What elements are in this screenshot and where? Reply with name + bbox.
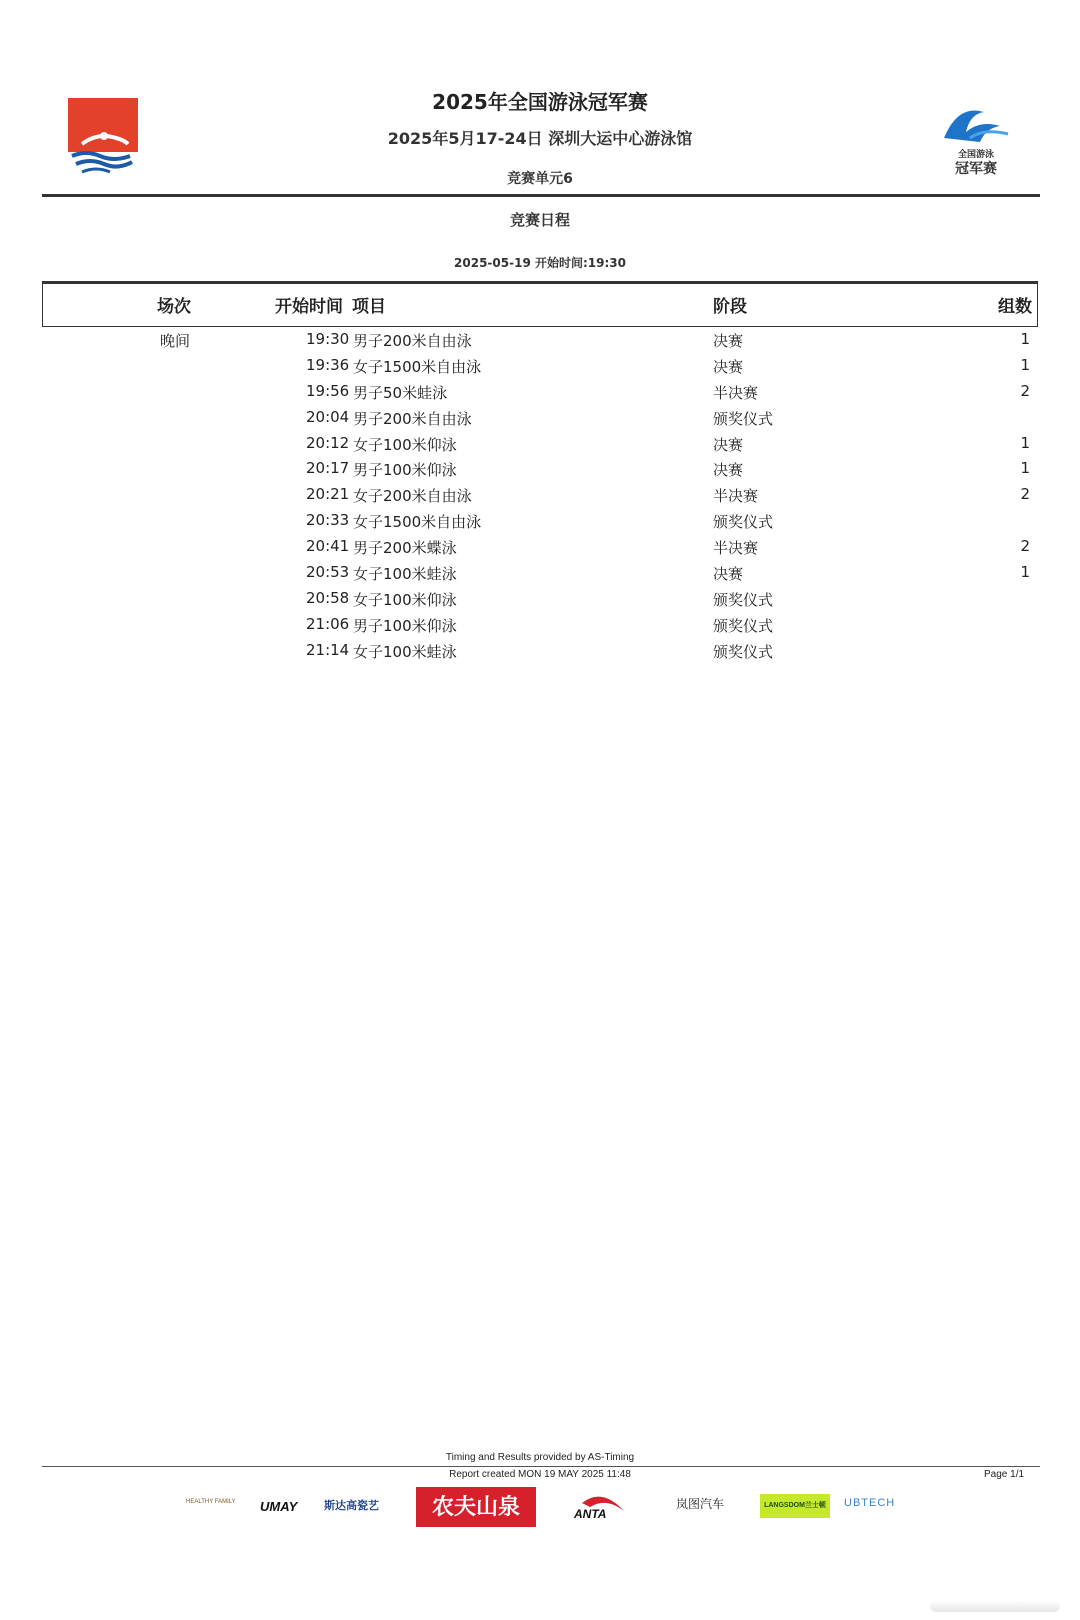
row-phase: 颁奖仪式 <box>713 590 774 609</box>
row-phase: 决赛 <box>713 332 744 350</box>
table-row <box>0 432 1080 458</box>
row-heats: 1 <box>1020 433 1030 452</box>
sponsor-umay-logo: UMAY <box>260 1499 298 1514</box>
document-title: 2025年全国游泳冠军赛 <box>432 90 648 114</box>
row-heats: 2 <box>1020 485 1030 504</box>
row-phase: 半决赛 <box>713 539 759 558</box>
table-row <box>0 587 1080 613</box>
document-subtitle: 2025年5月17-24日 深圳大运中心游泳馆 <box>387 129 693 148</box>
page-edge-shadow <box>930 1600 1060 1612</box>
row-phase: 颁奖仪式 <box>713 616 774 635</box>
row-time: 19:36 <box>306 355 350 374</box>
row-time: 20:33 <box>306 511 350 530</box>
row-time: 20:21 <box>306 485 350 504</box>
row-heats: 1 <box>1020 355 1030 374</box>
championship-logo-text-2: 冠军赛 <box>955 161 997 177</box>
row-event: 男子200米自由泳 <box>353 409 472 428</box>
table-row <box>0 639 1080 665</box>
column-header-session: 场次 <box>157 297 191 317</box>
sponsor-ubtech-logo: UBTECH <box>844 1497 896 1509</box>
row-time: 20:17 <box>306 459 350 478</box>
row-time: 20:41 <box>306 537 350 556</box>
row-time: 20:12 <box>306 433 350 452</box>
row-phase: 颁奖仪式 <box>713 642 774 661</box>
timing-credit: Timing and Results provided by AS-Timing <box>445 1452 635 1463</box>
row-phase: 颁奖仪式 <box>713 513 774 532</box>
row-heats: 1 <box>1020 459 1030 478</box>
row-phase: 决赛 <box>713 461 744 480</box>
row-event: 女子100米蛙泳 <box>353 642 457 661</box>
page-number: Page 1/1 <box>984 1469 1025 1480</box>
table-row <box>0 561 1080 587</box>
row-time: 21:06 <box>306 614 350 633</box>
table-header-box <box>42 281 1038 327</box>
sponsor-nongfu-spring-logo: 农夫山泉 <box>416 1487 536 1527</box>
header-divider <box>42 194 1040 197</box>
footer-divider <box>42 1466 1040 1467</box>
sponsor-strip <box>0 1487 1080 1527</box>
row-phase: 颁奖仪式 <box>713 409 774 428</box>
schedule-title: 竞赛日程 <box>509 211 570 229</box>
column-header-heats: 组数 <box>998 297 1032 317</box>
table-row <box>0 509 1080 535</box>
row-time: 19:30 <box>306 330 350 348</box>
row-phase: 决赛 <box>713 357 744 376</box>
row-event: 男子200米蝶泳 <box>353 539 457 558</box>
row-time: 20:58 <box>306 588 350 607</box>
session-label: 晚间 <box>160 332 191 350</box>
row-heats: 2 <box>1020 381 1030 400</box>
row-event: 男子200米自由泳 <box>353 332 472 350</box>
row-time: 21:14 <box>306 640 350 659</box>
row-heats: 1 <box>1020 563 1030 582</box>
row-event: 女子200米自由泳 <box>353 487 472 506</box>
row-event: 男子100米仰泳 <box>353 616 457 635</box>
sponsor-langsdom-logo: LANGSDOM兰士顿 <box>760 1494 830 1518</box>
sponsor-healthy-family-logo: HEALTHY FAMILY <box>186 1499 236 1505</box>
table-row <box>0 457 1080 483</box>
competition-unit: 竞赛单元6 <box>507 171 573 187</box>
row-heats: 1 <box>1020 330 1030 348</box>
column-header-phase: 阶段 <box>713 297 747 317</box>
row-time: 20:04 <box>306 407 350 426</box>
report-created: Report created MON 19 MAY 2025 11:48 <box>449 1469 631 1480</box>
row-event: 女子100米仰泳 <box>353 590 457 609</box>
row-phase: 半决赛 <box>713 487 759 506</box>
row-event: 女子1500米自由泳 <box>353 513 482 532</box>
sponsor-anta-logo <box>572 1489 628 1523</box>
row-event: 女子100米仰泳 <box>353 435 457 454</box>
table-row <box>0 328 1080 354</box>
row-event: 女子100米蛙泳 <box>353 565 457 584</box>
row-time: 20:53 <box>306 563 350 582</box>
table-row <box>0 406 1080 432</box>
row-event: 男子50米蛙泳 <box>353 383 448 402</box>
row-event: 男子100米仰泳 <box>353 461 457 480</box>
schedule-table-body <box>0 328 1080 665</box>
table-row <box>0 483 1080 509</box>
row-phase: 决赛 <box>713 565 744 584</box>
sponsor-sida-logo: 斯达高瓷艺 <box>324 1500 379 1512</box>
row-phase: 半决赛 <box>713 383 759 402</box>
column-header-time: 开始时间 <box>275 297 343 317</box>
column-header-event: 项目 <box>352 297 386 317</box>
row-time: 19:56 <box>306 381 350 400</box>
row-heats: 2 <box>1020 537 1030 556</box>
sponsor-voyah-logo: 岚图汽车 <box>676 1497 725 1511</box>
table-row <box>0 613 1080 639</box>
sponsor-anta-label: ANTA <box>574 1507 607 1521</box>
championship-logo-text-1: 全国游泳 <box>957 150 994 160</box>
table-row <box>0 535 1080 561</box>
schedule-date-line: 2025-05-19 开始时间:19:30 <box>454 256 626 270</box>
table-row <box>0 354 1080 380</box>
row-phase: 决赛 <box>713 435 744 454</box>
row-event: 女子1500米自由泳 <box>353 357 482 376</box>
table-row <box>0 380 1080 406</box>
